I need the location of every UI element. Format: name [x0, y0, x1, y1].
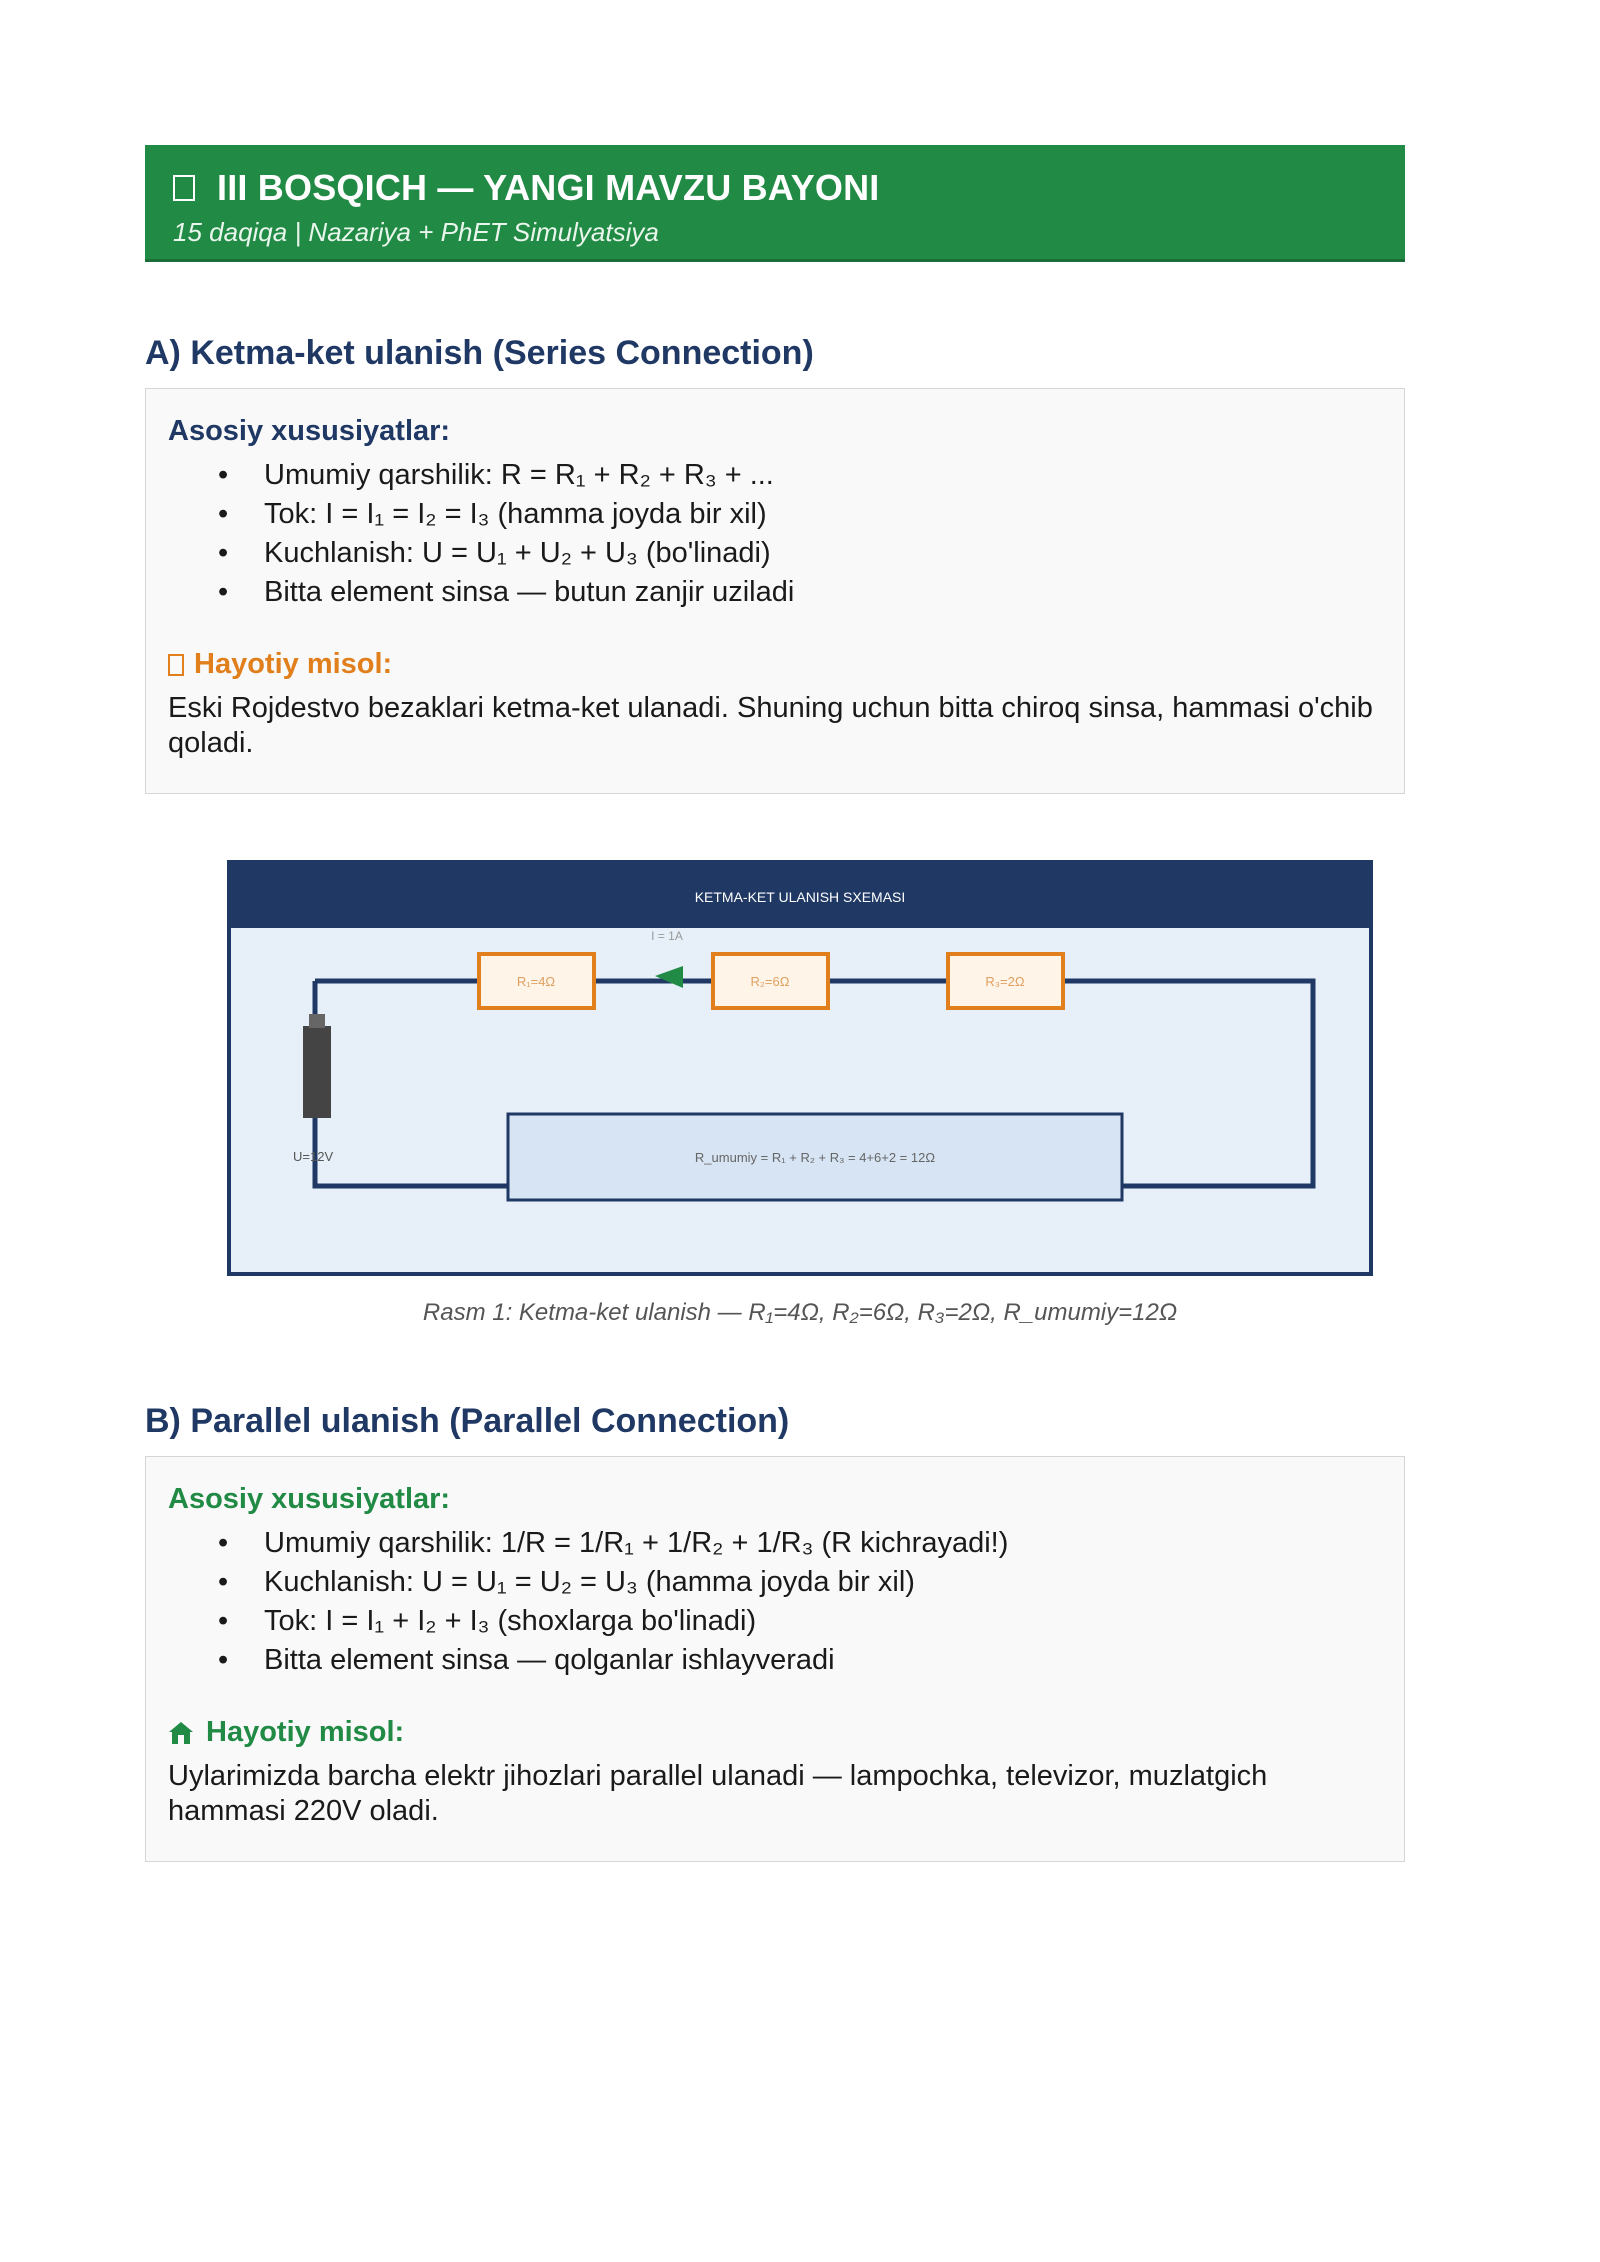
parallel-heading: B) Parallel ulanish (Parallel Connection)	[145, 1402, 790, 1440]
parallel-panel	[145, 1456, 1405, 1862]
series-props-title: Asosiy xususiyatlar:	[168, 415, 451, 447]
current-label: I = 1A	[651, 929, 683, 943]
series-panel	[145, 388, 1405, 794]
house-icon	[168, 1720, 194, 1746]
battery-icon	[303, 1026, 331, 1118]
series-circuit-diagram	[215, 848, 1375, 1288]
section-banner	[145, 145, 1405, 262]
list-item: • Tok: I = I₁ + I₂ + I₃ (shoxlarga bo'linadi)	[218, 1602, 1382, 1641]
list-item: • Bitta element sinsa — qolganlar ishlayveradi	[218, 1641, 1382, 1680]
series-heading: A) Ketma-ket ulanish (Series Connection)	[145, 334, 814, 372]
total-resistance-label: R_umumiy = R₁ + R₂ + R₃ = 4+6+2 = 12Ω	[694, 1150, 936, 1165]
list-item: • Umumiy qarshilik: 1/R = 1/R₁ + 1/R₂ + 1/R₃ (R kichrayadi!)	[218, 1524, 1382, 1563]
parallel-example-text: Uylarimizda barcha elektr jihozlari parallel ulanadi — lampochka, televizor, muzlatgich hammasi 220V oladi.	[168, 1760, 1268, 1827]
series-props-list	[168, 456, 1382, 612]
list-item: • Umumiy qarshilik: R = R₁ + R₂ + R₃ + ...	[218, 456, 1382, 495]
parallel-example-title: Hayotiy misol:	[206, 1716, 405, 1748]
placeholder-box-icon	[173, 175, 195, 201]
resistor-r2-label: R₂=6Ω	[750, 974, 790, 989]
banner-subtitle: 15 daqiqa | Nazariya + PhET Simulyatsiya	[173, 217, 659, 247]
list-item: • Kuchlanish: U = U₁ + U₂ + U₃ (bo'linadi)	[218, 534, 1382, 573]
diagram-title: KETMA-KET ULANISH SXEMASI	[694, 889, 906, 905]
banner-title: III BOSQICH — YANGI MAVZU BAYONI	[217, 167, 880, 208]
series-example-title: Hayotiy misol:	[194, 648, 393, 680]
list-item: • Bitta element sinsa — butun zanjir uziladi	[218, 573, 1382, 612]
resistor-r3-label: R₃=2Ω	[985, 974, 1025, 989]
parallel-props-list	[168, 1524, 1382, 1680]
placeholder-box-icon	[168, 654, 184, 676]
parallel-props-title: Asosiy xususiyatlar:	[168, 1483, 451, 1515]
battery-terminal-icon	[309, 1014, 325, 1028]
figure-caption: Rasm 1: Ketma-ket ulanish — R₁=4Ω, R₂=6Ω, R₃=2Ω, R_umumiy=12Ω	[422, 1299, 1178, 1326]
list-item: • Tok: I = I₁ = I₂ = I₃ (hamma joyda bir xil)	[218, 495, 1382, 534]
series-example-text: Eski Rojdestvo bezaklari ketma-ket ulanadi. Shuning uchun bitta chiroq sinsa, hammasi o'chib qoladi.	[168, 692, 1373, 759]
resistor-r1-label: R₁=4Ω	[516, 974, 556, 989]
list-item: • Kuchlanish: U = U₁ = U₂ = U₃ (hamma joyda bir xil)	[218, 1563, 1382, 1602]
voltage-label: U=12V	[293, 1149, 334, 1164]
